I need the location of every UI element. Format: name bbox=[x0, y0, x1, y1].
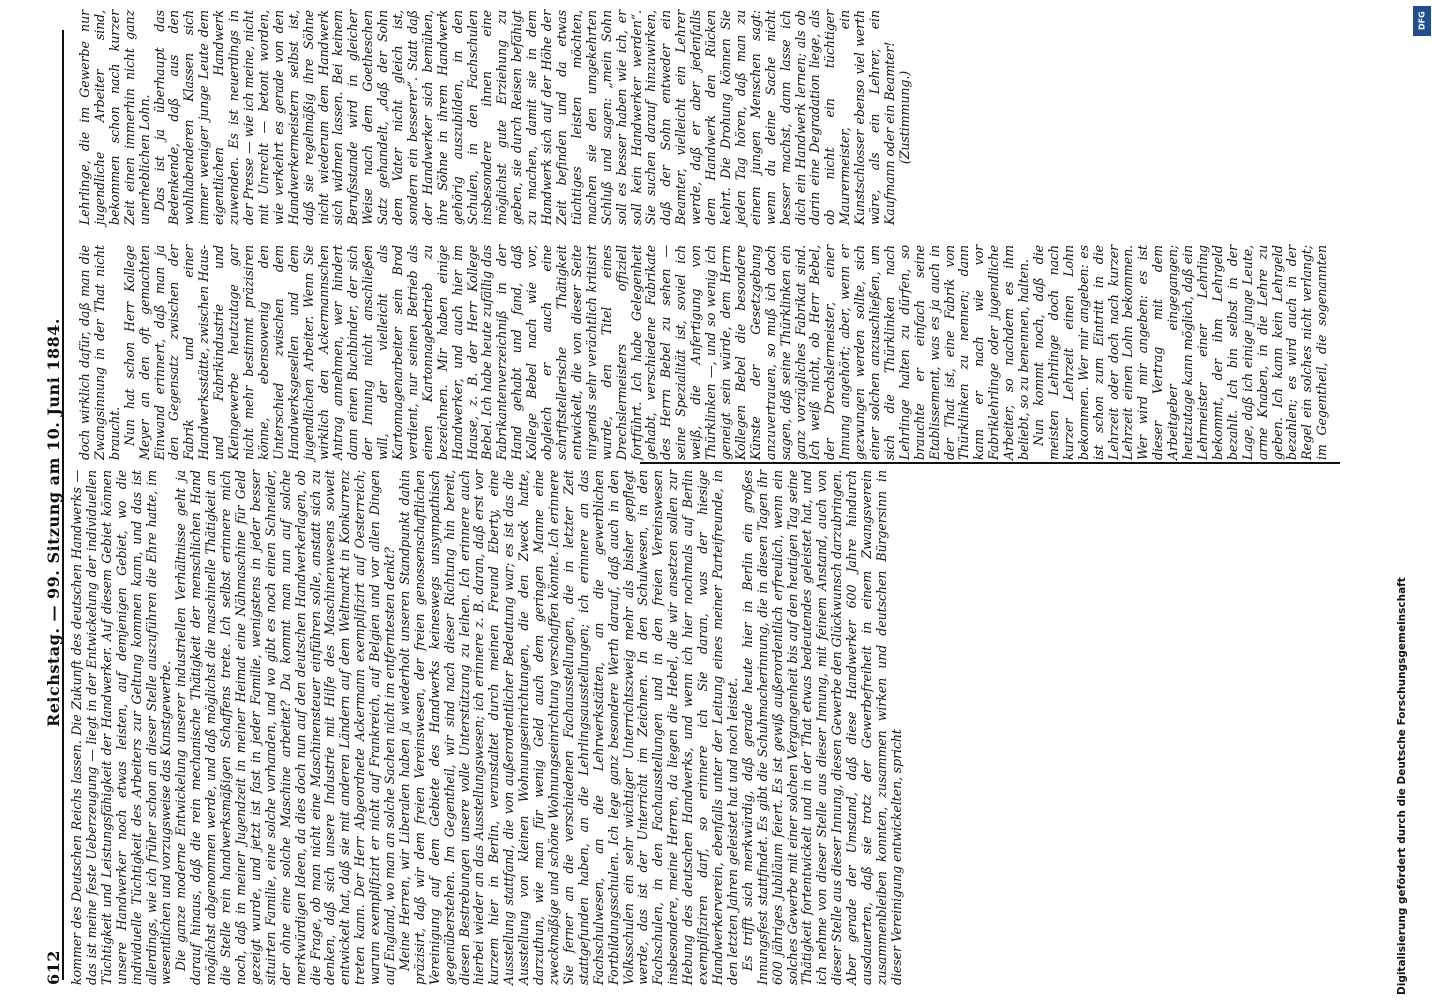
paragraph: Nun hat schon Herr Kollege Meyer an den oft gemachten Einwand erinnert, daß man ja den Gegensatz zwischen der Fabrik und einer Handwerksstätte, zwischen Haus- und Fabrikindustrie und Kleingewerbe heutzutage gar nicht mehr bestimmt präzisiren könne, ebensowenig den Unterschied zwischen dem Handwerksgesellen und dem jugendlichen Arbeiter. Wenn Sie wirklich den Ackermannschen Antrag annehmen, wer hindert dann einen Buchbinder, der sich der Innung nicht anschließen will, der vielleicht als Kartonnagenarbeiter sein Brod verdient, nur seinen Betrieb als einen Kartonnagebetrieb zu bezeichnen. Mir haben einige Handwerker, und auch hier im Hause, z. B. der Herr Kollege Bebel. Ich habe heute zufällig das Fabrikantenverzeichniß in der Hand gehabt und fand, daß Kollege Bebel nach wie vor, obgleich er auch eine schriftstellerische Thätigkeit entwickelt, die von dieser Seite nirgends sehr verächtlich kritisirt wurde, den Titel eines Drechslermeisters offiziell fortführt. Ich habe Gelegenheit gehabt, verschiedene Fabrikate des Herrn Bebel zu sehen — seine Spezialität ist, soviel ich weiß, die Anfertigung von Thürklinken —, und so wenig ich geneigt sein würde, dem Herrn Kollegen Bebel die besondere Künste der Gesetzgebung anzuvertrauen, so muß ich doch sagen, daß seine Thürklinken ein ganz vorzügliches Fabrikat sind. Ich weiß nicht, ob Herr Bebel, der Drechslermeister, einer Innung angehört; aber, wenn er gezwungen werden sollte, sich einer solchen anzuschließen, um sich die Thürklinken nach Lehrlinge halten zu dürfen, so brauchte er einfach seine Etablissement, was es ja auch in der That ist, eine Fabrik von Thürklinken zu nennen; dann kann er nach wie vor Fabriklehrlinge oder jugendliche Arbeiter, so nachdem es ihm beliebt, so zu benennen, halten. bbox=[121, 245, 1032, 460]
session-title: Reichstag. — 99. Sitzung am 10. Juni 1884. bbox=[43, 318, 63, 728]
digitization-note: Digitalisierung gefördert durch die Deutsche Forschungsgemeinschaft bbox=[1396, 577, 1408, 995]
dfg-logo-icon: DFG bbox=[1413, 6, 1431, 36]
paragraph: Nun kommt noch, daß die meisten Lehrlinge doch nach kurzer Lehrzeit einen Lohn bekommen. Wer mir angeben: es ist schon zum Eintritt in die Lehrzeit oder doch nach kurzer Lehrzeit einen Lohn bekommen. Wer wird mir angeben: es ist dieser Vertrag mit dem Arbeitgeber eingegangen; heutzutage kann möglich, daß ein Lehrmeister einer Lehrling bekommt, der ihm Lehrgeld bezahlt. Ich bin selbst in der Lage, daß ich einige junge Leute, arme Knaben, in die Lehre zu geben. Ich kann kein Lehrgeld bezahlen; es wird auch in der Regel ein solches nicht verlangt; im Gegentheil, die sogenannten Lehrlinge, die im Gewerbe nur jugendliche Arbeiter sind, bekommen schon nach kurzer Zeit einen immerhin nicht ganz unerheblichen Lohn. bbox=[77, 10, 1330, 460]
paragraph: Es trifft sich merkwürdig, daß gerade heute hier in Berlin ein großes Innungsfest stattfindet. Es gibt die Schuhmacherinnung, die in diesen Tagen ihr 600 jähriges Jubiläum feiert. Es ist gewiß außerordentlich erfreulich, wenn ein solches Gewerbe mit einer solchen Vergangenheit bis auf den heutigen Tag seine Thätigkeit fortentwickelt und in der That etwas bedeutendes geleistet hat, und ich nehme von dieser Stelle aus dieser Innung, mit feinem Anstand, auch von dieser Stelle aus dieser Innung, diesen Gewerbe den Glückwunsch darzubringen. Aber gerade der Umstand, daß diese Handwerker 600 Jahre hindurch ausdauerten, daß sie trotz der Gewerbefreiheit in einem Zwangsverein zusammenbleiben konnten, zusammen wirken und deutschen Bürgersinn in dieser Vereinigung entwickelten, spricht bbox=[739, 470, 904, 985]
paragraph-applause: (Zustimmung.) bbox=[896, 70, 912, 165]
column-right bbox=[78, 10, 1333, 460]
paragraph: doch wirklich dafür, daß man die Zwangsinnung in der That nicht braucht. bbox=[77, 245, 122, 460]
column-left bbox=[69, 470, 904, 985]
paragraph: Das ist ja überhaupt das Bedenkende, daß aus den wohlhabenderen Klassen sich immer weniger junge Leute dem eigentlichen Handwerk zuwenden. Es ist neuerdings in der Presse — wie ich meine, nicht mit Unrecht — betont worden, wie verkehrt es gerade von den Handwerkermeistern selbst ist, daß sie regelmäßig ihre Söhne nicht wiederum dem Handwerk sich widmen lassen. Bei keinem Berufsstande wird in gleicher Weise nach dem Goetheschen Satz gehandelt, „daß der Sohn dem Vater nicht gleich ist, sondern ein besserer“. Statt daß der Handwerker sich bemühen, ihre Söhne in ihrem Handwerk gehörig auszubilden, in den Schulen, in den Fachschulen insbesondere ihnen eine möglichst gute Erziehung zu geben, sie durch Reisen befähigt zu machen, damit sie in dem Handwerk sich auf der Höhe der Zeit befinden und da etwas tüchtiges leisten möchten, machen sie den umgekehrten Schluß und sagen: „mein Sohn soll es besser haben wie ich, er soll kein Handwerker werden“. Sie suchen darauf hinzuwirken, daß der Sohn entweder ein Beamter, vielleicht ein Lehrer werde, daß er aber jedenfalls dem Handwerk den Rücken kehrt. Die Drohung können Sie jeden Tag hören, daß man zu einem jungen Menschen sagt: wenn du deine Sache nicht besser machst, dann lasse ich dich ein Handwerk lernen; als ob darin eine Degradation liege, als ob nicht ein tüchtiger Maurermeister, ein Kunstschlosser ebenso viel werth wäre, als ein Lehrer, ein Kaufmann oder ein Beamter! bbox=[151, 10, 897, 225]
running-header bbox=[40, 55, 66, 985]
paragraph: Die ganze moderne Entwickelung unserer industriellen Verhältnisse geht ja darauf hinaus, daß die rein mechanische Thätigkeit der menschlichen Hand möglichst abgenommen werde, und daß möglichst die maschinelle Thätigkeit an die Stelle rein handwerksmäßigen Schaffens trete. Ich selbst erinnere mich noch, daß in meiner Jugendzeit in meiner Heimat eine Nähmaschine für Geld gezeigt wurde, und jetzt ist fast in jeder Familie, wenigstens in jeder besser situirten Familie, eine solche vorhanden, und wo gibt es noch einen Schneider, der ohne eine solche Maschine arbeitet? Da kommt man nun auf solche merkwürdigen Ideen, da dies doch nun auf den deutschen Handwerkerlagen, ob die Frage, ob man nicht eine Maschinensteuer einführen solle, anstatt sich zu denken, daß sich unsere Industrie mit Hilfe des Maschinenwesens soweit entwickelt hat, daß sie mit anderen Ländern auf dem Weltmarkt in Konkurrenz treten kann. Der Herr Abgeordnete Ackermann exemplifizirt auf Oesterreich; warum exemplifizirt er nicht auf Frankreich, auf Belgien und vor allen Dingen auf England, wo man an solche Sachen nicht im entferntesten denkt? bbox=[173, 470, 398, 985]
page-number: 612 bbox=[43, 950, 63, 985]
paragraph: kommer des Deutschen Reichs lassen. Die Zukunft des deutschen Handwerks — das ist meine feste Ueberzeugung — liegt in der Entwickelung der individuellen Tüchtigkeit und Leistungsfähigkeit der Handwerker. Auf diesem Gebiet können unsere Handwerker noch etwas leisten, auf demjenigen Gebiet, wo die individuelle Tüchtigkeit des Arbeiters zur Geltung kommen kann, und das ist allerdings, wie ich früher schon an dieser Stelle auszuführen die Ehre hatte, im wesentlichen und vorzugsweise das Kunstgewerbe. bbox=[69, 470, 174, 985]
column-divider bbox=[640, 462, 1340, 464]
paragraph: Meine Herren, wir Liberalen haben ja wiederholt unseren Standpunkt dahin präzisirt, daß wir dem freien Vereinswesen, der freien genossenschaftlichen Vereinigung auf dem Gebiete des Handwerks keineswegs unsympathisch gegenüberstehen. Im Gegentheil, wir sind nach dieser Richtung hin bereit, diesen Bestrebungen unsere volle Unterstützung zu leihen. Ich erinnere auch hierbei wieder an das Ausstellungswesen; ich erinnere z. B. daran, daß erst vor kurzem hier in Berlin, veranstaltet durch meinen Freund Eberty, eine Ausstellung stattfand, die von außerordentlicher Bedeutung war; es ist das die Ausstellung von kleinen Wohnungseinrichtungen, die den Zweck hatte, darzuthun, wie man für wenig Geld auch dem geringen Manne eine zweckmäßige und schöne Wohnungseinrichtung verschaffen könnte. Ich erinnere Sie ferner an die verschiedenen Fachausstellungen, die in letzter Zeit stattgefunden haben, an die Lehrlingsausstellungen; ich erinnere an das Fachschulwesen, an die Lehrwerkstätten, an die gewerblichen Fortbildungsschulen. Ich lege ganz besondere Werth darauf, daß auch in den Volksschulen ein sehr wichtiger Unterrichtszweig mehr als bisher gepflegt werde, das ist der Unterricht im Zeichnen. In den Schulwesen, in den Fachschulen, in den Fachausstellungen und in den freien Vereinswesen insbesondere, meine Herren, da liegen die Hebel, die wir ansetzen sollen zur Hebung des deutschen Handwerks, und wenn ich hier nochmals auf Berlin exemplifiziren darf, so erinnere ich Sie daran, was der hiesige Handwerkerverein, ebenfalls unter der Leitung eines meiner Parteifreunde, in den letzten Jahren geleistet hat und noch leistet. bbox=[396, 470, 740, 985]
